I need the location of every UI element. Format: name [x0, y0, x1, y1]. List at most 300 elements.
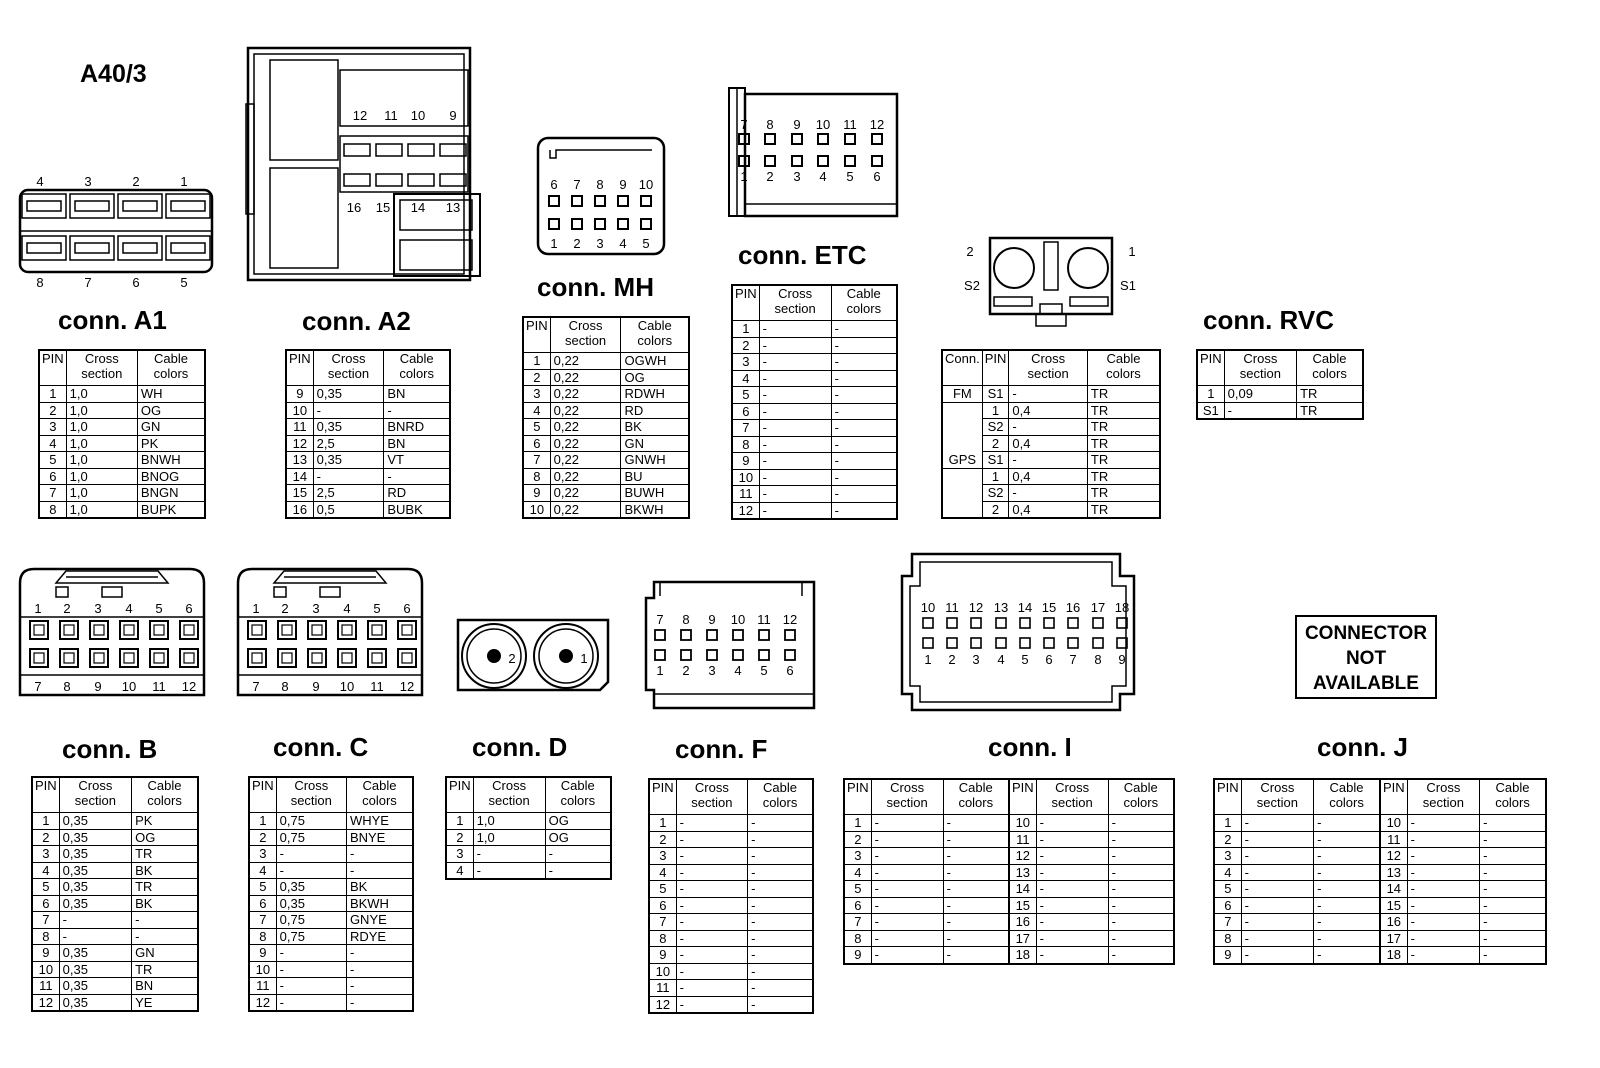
table-cell: 1 — [1197, 386, 1224, 403]
table-cell: TR — [132, 846, 198, 863]
pin-label: 1 — [740, 169, 748, 184]
table-cell: TR — [1087, 402, 1160, 419]
table-cell — [942, 485, 982, 502]
conn-d-table — [445, 776, 612, 880]
table-cell: - — [1036, 930, 1108, 947]
pin-cavity — [733, 630, 743, 640]
table-cell: 3 — [1214, 848, 1241, 865]
table-cell: - — [1480, 947, 1546, 964]
cable-colors-header: Cable colors — [621, 317, 689, 353]
pin-cavity — [171, 201, 205, 211]
table-row — [942, 485, 1160, 502]
table-row — [32, 978, 198, 995]
table-cell: - — [1480, 848, 1546, 865]
table-row — [844, 864, 1174, 881]
cross-section-header: Cross section — [1009, 350, 1088, 386]
table-row — [32, 912, 198, 929]
table-row — [249, 994, 413, 1011]
pin-label: 5 — [846, 169, 854, 184]
table-cell: - — [1241, 848, 1313, 865]
table-cell: 5 — [249, 879, 276, 896]
pin-cavity — [22, 194, 66, 218]
pin-header: PIN — [32, 777, 59, 813]
table-cell: - — [748, 996, 813, 1013]
pin-cavity — [549, 196, 559, 206]
table-row — [942, 419, 1160, 436]
table-cell: 9 — [32, 945, 59, 962]
table-cell: 10 — [1009, 815, 1036, 832]
conn-a2-title: conn. A2 — [302, 306, 411, 336]
pin-label: 11 — [757, 612, 771, 627]
table-cell: 1 — [844, 815, 871, 832]
table-cell: - — [759, 403, 831, 420]
table-cell: 3 — [446, 846, 473, 863]
table-cell: - — [276, 961, 346, 978]
table-cell: - — [545, 862, 611, 879]
pin-cavity — [312, 625, 322, 635]
table-cell: 4 — [446, 862, 473, 879]
pin-label: 2 — [132, 174, 140, 189]
table-cell: 4 — [732, 370, 759, 387]
table-cell: - — [831, 502, 897, 519]
pin-cavity — [681, 650, 691, 660]
table-cell: 2 — [844, 831, 871, 848]
pin-cavity — [971, 618, 981, 628]
pin-cavity — [252, 653, 262, 663]
pin-cavity — [30, 621, 48, 639]
table-cell: 3 — [249, 846, 276, 863]
cable-colors-header: Cable colors — [1087, 350, 1160, 386]
pin-label: 15 — [375, 200, 391, 215]
table-cell — [942, 501, 982, 518]
table-cell: - — [1480, 864, 1546, 881]
not-available-line: AVAILABLE — [1313, 673, 1419, 694]
table-cell: - — [1009, 419, 1088, 436]
table-cell: 14 — [286, 468, 313, 485]
pin-cavity — [759, 630, 769, 640]
table-cell: 2,5 — [313, 435, 384, 452]
table-cell: 11 — [1009, 831, 1036, 848]
pin-cavity — [368, 621, 386, 639]
table-cell: - — [831, 321, 897, 338]
table-cell: - — [1241, 914, 1313, 931]
table-cell: - — [759, 436, 831, 453]
table-cell: 7 — [32, 912, 59, 929]
table-cell: - — [276, 945, 346, 962]
table-cell: 12 — [249, 994, 276, 1011]
pin-label: 8 — [682, 612, 690, 627]
cable-colors-header: Cable colors — [1297, 350, 1363, 386]
table-cell: - — [1314, 947, 1380, 964]
table-row — [286, 501, 450, 518]
table-cell: - — [871, 930, 943, 947]
table-cell: 1 — [982, 402, 1009, 419]
pin-label: 6 — [132, 275, 140, 290]
pin-cavity — [707, 650, 717, 660]
pin-label: 8 — [766, 117, 774, 132]
pin-cavity — [120, 621, 138, 639]
table-cell: - — [384, 402, 450, 419]
table-cell: - — [1407, 831, 1479, 848]
cable-colors-header: Cable colors — [346, 777, 413, 813]
table-cell: - — [748, 930, 813, 947]
table-cell: - — [1108, 864, 1174, 881]
pin-label: 10 — [339, 679, 355, 694]
table-row — [286, 468, 450, 485]
table-cell: 10 — [1380, 815, 1407, 832]
table-cell: - — [676, 897, 747, 914]
table-cell: - — [748, 831, 813, 848]
table-cell: TR — [132, 961, 198, 978]
table-row — [1214, 864, 1546, 881]
table-cell: 2 — [523, 369, 550, 386]
pin-cavity — [372, 625, 382, 635]
table-cell: 17 — [1380, 930, 1407, 947]
table-cell: - — [676, 831, 747, 848]
table-cell: PK — [132, 813, 198, 830]
table-cell: 0,35 — [59, 945, 131, 962]
table-cell: - — [943, 914, 1009, 931]
table-cell: - — [871, 831, 943, 848]
table-cell: BK — [346, 879, 413, 896]
table-cell: 2 — [446, 829, 473, 846]
pin-header: PIN — [1214, 779, 1241, 815]
table-cell: - — [473, 862, 545, 879]
table-row — [1214, 815, 1546, 832]
pin-label: 2 — [508, 651, 516, 666]
table-cell: - — [1314, 914, 1380, 931]
pin-label: 2 — [63, 601, 71, 616]
conn-fm-gps-drawing — [960, 234, 1150, 334]
table-cell: BN — [384, 386, 450, 403]
table-cell: S1 — [1197, 402, 1224, 419]
table-cell — [942, 419, 982, 436]
pin-cavity — [344, 144, 370, 156]
table-cell: 4 — [844, 864, 871, 881]
table-cell: GN — [621, 435, 689, 452]
table-cell: 7 — [1214, 914, 1241, 931]
table-row — [732, 453, 897, 470]
table-cell: - — [871, 815, 943, 832]
table-cell: 1,0 — [66, 485, 137, 502]
table-cell: TR — [132, 879, 198, 896]
pin-cavity — [1093, 618, 1103, 628]
pin-cavity — [641, 219, 651, 229]
pin-cavity — [398, 621, 416, 639]
table-cell: 5 — [732, 387, 759, 404]
table-cell: WHYE — [346, 813, 413, 830]
pin-cavity — [278, 621, 296, 639]
table-cell: 0,22 — [550, 369, 621, 386]
table-cell: 9 — [732, 453, 759, 470]
pin-cavity — [252, 625, 262, 635]
table-cell: 10 — [286, 402, 313, 419]
pin-cavity — [408, 174, 434, 186]
table-row — [286, 419, 450, 436]
pin-label: 7 — [573, 177, 581, 192]
table-cell: - — [831, 453, 897, 470]
pin-cavity — [166, 194, 210, 218]
pin-header: PIN — [39, 350, 66, 386]
table-cell: 9 — [844, 947, 871, 964]
table-row — [649, 815, 813, 832]
table-cell: 2 — [732, 337, 759, 354]
conn-mh-drawing — [536, 136, 668, 258]
table-cell: - — [1108, 831, 1174, 848]
table-cell: 9 — [523, 485, 550, 502]
pin-cavity — [60, 649, 78, 667]
table-cell: - — [1036, 947, 1108, 964]
table-cell: 7 — [732, 420, 759, 437]
table-cell: 8 — [32, 928, 59, 945]
table-cell: BNYE — [346, 829, 413, 846]
pin-label: 9 — [708, 612, 716, 627]
table-cell: 0,35 — [59, 994, 131, 1011]
table-row — [649, 881, 813, 898]
table-cell: - — [346, 994, 413, 1011]
table-cell: - — [831, 403, 897, 420]
table-cell: - — [1009, 485, 1088, 502]
pin-label: 1 — [1128, 244, 1136, 259]
pin-cavity — [923, 638, 933, 648]
pin-cavity — [368, 649, 386, 667]
pin-cavity — [595, 196, 605, 206]
pin-cavity — [124, 653, 134, 663]
table-cell: - — [313, 402, 384, 419]
cable-colors-header: Cable colors — [1108, 779, 1174, 815]
table-row — [446, 813, 611, 830]
table-row — [942, 386, 1160, 403]
table-cell: - — [313, 468, 384, 485]
pin-header: PIN — [523, 317, 550, 353]
table-cell: 1 — [982, 468, 1009, 485]
table-cell: 16 — [1009, 914, 1036, 931]
table-row — [1214, 881, 1546, 898]
pin-label: 10 — [638, 177, 654, 192]
table-cell: - — [1241, 881, 1313, 898]
pin-cavity — [1044, 638, 1054, 648]
table-cell: BNRD — [384, 419, 450, 436]
table-row — [32, 895, 198, 912]
table-cell: TR — [1297, 402, 1363, 419]
pin-header: PIN — [1197, 350, 1224, 386]
table-cell: 5 — [1214, 881, 1241, 898]
device-title: A40/3 — [80, 60, 147, 88]
cross-section-header: Cross section — [676, 779, 747, 815]
pin-cavity — [872, 134, 882, 144]
pin-cavity — [94, 625, 104, 635]
conn-a2-drawing — [244, 44, 486, 286]
table-cell — [942, 402, 982, 419]
table-cell: 5 — [39, 452, 66, 469]
table-cell: 8 — [249, 928, 276, 945]
table-cell: - — [759, 420, 831, 437]
cable-colors-header: Cable colors — [545, 777, 611, 813]
table-cell: - — [346, 961, 413, 978]
table-row — [942, 468, 1160, 485]
table-cell: TR — [1087, 435, 1160, 452]
pin-label: 9 — [793, 117, 801, 132]
pin-cavity — [184, 625, 194, 635]
table-cell: 10 — [523, 501, 550, 518]
table-cell: 0,22 — [550, 501, 621, 518]
pin-label: 7 — [740, 117, 748, 132]
table-cell: 12 — [1009, 848, 1036, 865]
table-cell: - — [1314, 864, 1380, 881]
table-cell: 0,09 — [1224, 386, 1296, 403]
table-cell: 0,22 — [550, 386, 621, 403]
table-row — [446, 846, 611, 863]
table-cell: 12 — [286, 435, 313, 452]
table-row — [249, 945, 413, 962]
pin-label: 13 — [993, 600, 1009, 615]
pin-cavity — [402, 625, 412, 635]
table-cell: 2 — [1214, 831, 1241, 848]
pin-cavity — [1020, 638, 1030, 648]
table-cell: 0,22 — [550, 402, 621, 419]
table-cell: BUPK — [137, 501, 205, 518]
table-cell: 0,75 — [276, 912, 346, 929]
pin-cavity — [549, 219, 559, 229]
table-cell: 3 — [649, 848, 676, 865]
table-cell: BKWH — [346, 895, 413, 912]
table-row — [1214, 848, 1546, 865]
table-row — [732, 403, 897, 420]
pin-cavity — [124, 625, 134, 635]
table-header-row — [732, 285, 897, 321]
pin-cavity — [75, 243, 109, 253]
pin-cavity — [595, 219, 605, 229]
pin-label: 2 — [966, 244, 974, 259]
table-cell: - — [759, 502, 831, 519]
table-row — [732, 321, 897, 338]
table-cell: - — [1036, 848, 1108, 865]
conn-rvc-title: conn. RVC — [1203, 305, 1334, 335]
table-cell: - — [676, 947, 747, 964]
pin-cavity — [342, 653, 352, 663]
pin-label: 9 — [619, 177, 627, 192]
cross-section-header: Cross section — [313, 350, 384, 386]
table-cell: - — [59, 912, 131, 929]
table-cell: 0,4 — [1009, 435, 1088, 452]
pin-cavity — [400, 240, 472, 270]
cross-section-header: Cross section — [1407, 779, 1479, 815]
table-row — [523, 419, 689, 436]
table-cell: 2,5 — [313, 485, 384, 502]
table-cell: - — [831, 420, 897, 437]
table-row — [39, 435, 205, 452]
conn-rvc-table — [1196, 349, 1364, 420]
table-cell: 12 — [732, 502, 759, 519]
pin-cavity — [123, 243, 157, 253]
table-cell: TR — [1087, 386, 1160, 403]
cable-colors-header: Cable colors — [943, 779, 1009, 815]
table-row — [249, 829, 413, 846]
pin-label: 8 — [596, 177, 604, 192]
pin-label: 3 — [972, 652, 980, 667]
table-cell: - — [676, 815, 747, 832]
pin-cavity — [34, 625, 44, 635]
table-cell: 8 — [844, 930, 871, 947]
table-cell: 5 — [844, 881, 871, 898]
conn-mh-table — [522, 316, 690, 519]
table-cell: 0,35 — [313, 452, 384, 469]
table-cell: - — [1314, 815, 1380, 832]
pin-cavity — [123, 201, 157, 211]
table-cell: - — [1241, 930, 1313, 947]
pin-header: PIN — [249, 777, 276, 813]
table-cell: 0,35 — [313, 386, 384, 403]
cable-colors-header: Cable colors — [137, 350, 205, 386]
table-cell: 1 — [649, 815, 676, 832]
table-cell: RDYE — [346, 928, 413, 945]
table-cell: 14 — [1009, 881, 1036, 898]
pin-header: PIN — [286, 350, 313, 386]
table-cell: - — [1241, 831, 1313, 848]
table-cell: GNYE — [346, 912, 413, 929]
table-cell: OG — [545, 829, 611, 846]
table-cell: - — [1407, 881, 1479, 898]
table-cell: 3 — [39, 419, 66, 436]
table-row — [844, 930, 1174, 947]
table-cell: FM — [942, 386, 982, 403]
table-row — [732, 337, 897, 354]
table-cell: - — [59, 928, 131, 945]
pin-label: 17 — [1090, 600, 1106, 615]
pin-cavity — [70, 236, 114, 260]
pin-cavity — [376, 174, 402, 186]
table-row — [732, 436, 897, 453]
table-cell: 7 — [844, 914, 871, 931]
table-cell: BNGN — [137, 485, 205, 502]
pin-label: 7 — [84, 275, 92, 290]
pin-label: 11 — [945, 600, 959, 615]
pin-cavity — [996, 618, 1006, 628]
table-cell: - — [748, 963, 813, 980]
table-cell: 11 — [732, 486, 759, 503]
pin-cavity — [785, 630, 795, 640]
pin-label: 12 — [352, 108, 368, 123]
table-row — [39, 419, 205, 436]
table-cell: 18 — [1380, 947, 1407, 964]
table-cell: VT — [384, 452, 450, 469]
table-cell: - — [1108, 848, 1174, 865]
table-cell: 0,22 — [550, 353, 621, 370]
table-cell: BKWH — [621, 501, 689, 518]
table-row — [1214, 930, 1546, 947]
table-header-row — [1214, 779, 1546, 815]
table-cell: - — [1036, 914, 1108, 931]
table-row — [649, 930, 813, 947]
pin-header: PIN — [732, 285, 759, 321]
table-cell: 4 — [523, 402, 550, 419]
pin-label: 7 — [656, 612, 664, 627]
pin-cavity — [402, 653, 412, 663]
table-cell: - — [1108, 897, 1174, 914]
pin-label: S1 — [1120, 278, 1136, 293]
table-cell: 8 — [39, 501, 66, 518]
cross-section-header: Cross section — [1224, 350, 1296, 386]
table-row — [649, 864, 813, 881]
table-cell: 4 — [32, 862, 59, 879]
pin-label: 3 — [708, 663, 716, 678]
table-cell: GN — [132, 945, 198, 962]
pin-cavity — [278, 649, 296, 667]
table-cell: BUBK — [384, 501, 450, 518]
pin-cavity — [90, 621, 108, 639]
pin-label: 9 — [449, 108, 457, 123]
table-cell: - — [831, 436, 897, 453]
